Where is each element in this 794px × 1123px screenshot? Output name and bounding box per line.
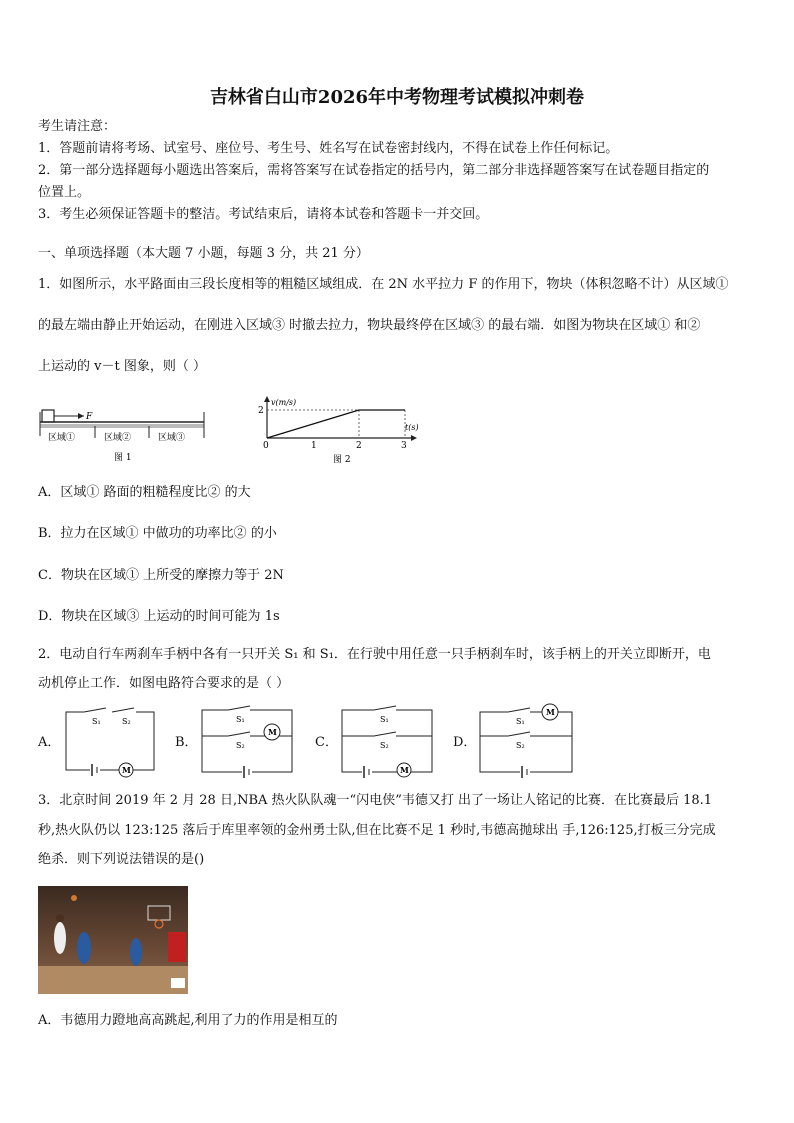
circuit-option-b-label: B．	[175, 735, 198, 750]
notice-item: 位置上。	[38, 185, 91, 200]
circuit-c	[338, 704, 438, 778]
y-axis-label: v(m/s)	[271, 398, 297, 407]
court-floor	[38, 966, 188, 994]
circuit-wire	[202, 710, 292, 772]
circuit-b	[198, 704, 298, 778]
circuit-wire	[66, 712, 154, 770]
x-tick-label: 3	[401, 441, 407, 451]
motor-label: M	[400, 765, 409, 775]
page-title: 吉林省白山市2026年中考物理考试模拟冲刺卷	[209, 87, 585, 108]
wire-gap	[84, 709, 136, 715]
q3-stem-line: 秒,热火队仍以 123:125 落后于库里率领的金州勇士队,但在比赛不足 1 秒时,韦德高抛球出 手,126:125,打板三分完成	[38, 823, 716, 838]
q1-option-d: D．物块在区域③ 上运动的时间可能为 1s	[38, 609, 280, 624]
circuit-wire	[480, 712, 572, 772]
y-tick-label: 2	[258, 406, 264, 416]
circuit-d	[476, 702, 578, 778]
motor-label: M	[122, 765, 131, 775]
motor-label: M	[268, 727, 277, 737]
notice-heading: 考生请注意：	[38, 119, 117, 134]
force-label: F	[86, 412, 93, 422]
circuit-option-a-label: A．	[38, 735, 61, 750]
section-heading: 一、单项选择题（本大题 7 小题，每题 3 分，共 21 分）	[38, 246, 369, 261]
circuit-option-c-label: C．	[315, 735, 338, 750]
q2-stem-line: 动机停止工作．如图电路符合要求的是（ ）	[38, 676, 290, 691]
block-shape	[42, 410, 54, 422]
zone-label: 区域③	[158, 433, 186, 443]
circuit-a	[62, 706, 158, 778]
q1-stem-line: 的最左端由静止开始运动，在刚进入区域③ 时撤去拉力，物块最终停在区域③ 的最右端．如图为物块在区域① 和②	[38, 318, 701, 333]
q3-option-a: A．韦德用力蹬地高高跳起,利用了力的作用是相互的	[38, 1013, 338, 1028]
figure-caption: 图 2	[333, 455, 351, 465]
q1-stem-line: 1．如图所示，水平路面由三段长度相等的粗糙区域组成．在 2N 水平拉力 F 的作用下，物块（体积忽略不计）从区域①	[38, 277, 729, 292]
q2-stem-line: 2．电动自行车两刹车手柄中各有一只开关 S₁ 和 S₁．在行驶中用任意一只手柄刹车时，该手柄上的开关立即断开，电	[38, 647, 711, 662]
switch-label: S₁	[516, 717, 525, 726]
q1-option-c: C．物块在区域① 上所受的摩擦力等于 2N	[38, 568, 284, 583]
q3-stem-line: 3．北京时间 2019 年 2 月 28 日,NBA 热火队队魂一“闪电侠”韦德又打 出了一场让人铭记的比赛．在比赛最后 18.1	[38, 793, 713, 808]
switch-label: S₁	[236, 715, 245, 724]
basketball	[71, 895, 77, 901]
notice-item: 2．第一部分选择题每小题选出答案后，需将答案写在试卷指定的括号内，第二部分非选择题答案写在试卷题目指定的	[38, 163, 710, 178]
force-arrowhead	[78, 413, 84, 419]
x-tick-label: 0	[263, 441, 269, 451]
player-white	[54, 922, 66, 954]
switch-label: S₁	[380, 715, 389, 724]
velocity-line-accel	[267, 410, 359, 438]
q3-stem-line: 绝杀．则下列说法错误的是()	[38, 852, 205, 867]
player-blue	[130, 938, 142, 966]
notice-item: 3．考生必须保证答题卡的整洁。考试结束后，请将本试卷和答题卡一并交回。	[38, 207, 489, 222]
player-head	[56, 914, 64, 922]
figure-caption: 图 1	[114, 453, 132, 463]
q1-figure-1	[38, 400, 208, 468]
switch-label: S₂	[236, 741, 245, 750]
q1-option-a: A．区域① 路面的粗糙程度比② 的大	[38, 485, 251, 500]
y-axis-arrowhead	[264, 396, 270, 402]
player-blue	[77, 932, 91, 964]
notice-item: 1．答题前请将考场、试室号、座位号、考生号、姓名写在试卷密封线内，不得在试卷上作任何标记。	[38, 141, 619, 156]
q1-stem-line: 上运动的 v－t 图象，则（ ）	[38, 359, 206, 374]
circuit-option-d-label: D．	[453, 735, 477, 750]
zone-label: 区域①	[48, 433, 76, 443]
switch-label: S₁	[92, 717, 101, 726]
basketball-photo	[38, 886, 188, 994]
q1-option-b: B．拉力在区域① 中做功的功率比② 的小	[38, 526, 277, 541]
motor-label: M	[546, 707, 555, 717]
switch-label: S₂	[122, 717, 131, 726]
logo-badge	[171, 978, 185, 988]
q1-figure-2	[255, 394, 430, 468]
zone-label: 区域②	[104, 433, 132, 443]
sideline-banner	[168, 932, 186, 962]
switch-label: S₂	[516, 741, 525, 750]
switch-label: S₂	[380, 741, 389, 750]
x-tick-label: 1	[311, 441, 317, 451]
x-axis-label: t(s)	[405, 423, 419, 432]
road-hatch	[40, 424, 204, 428]
x-tick-label: 2	[356, 441, 362, 451]
x-axis-arrowhead	[411, 435, 417, 441]
